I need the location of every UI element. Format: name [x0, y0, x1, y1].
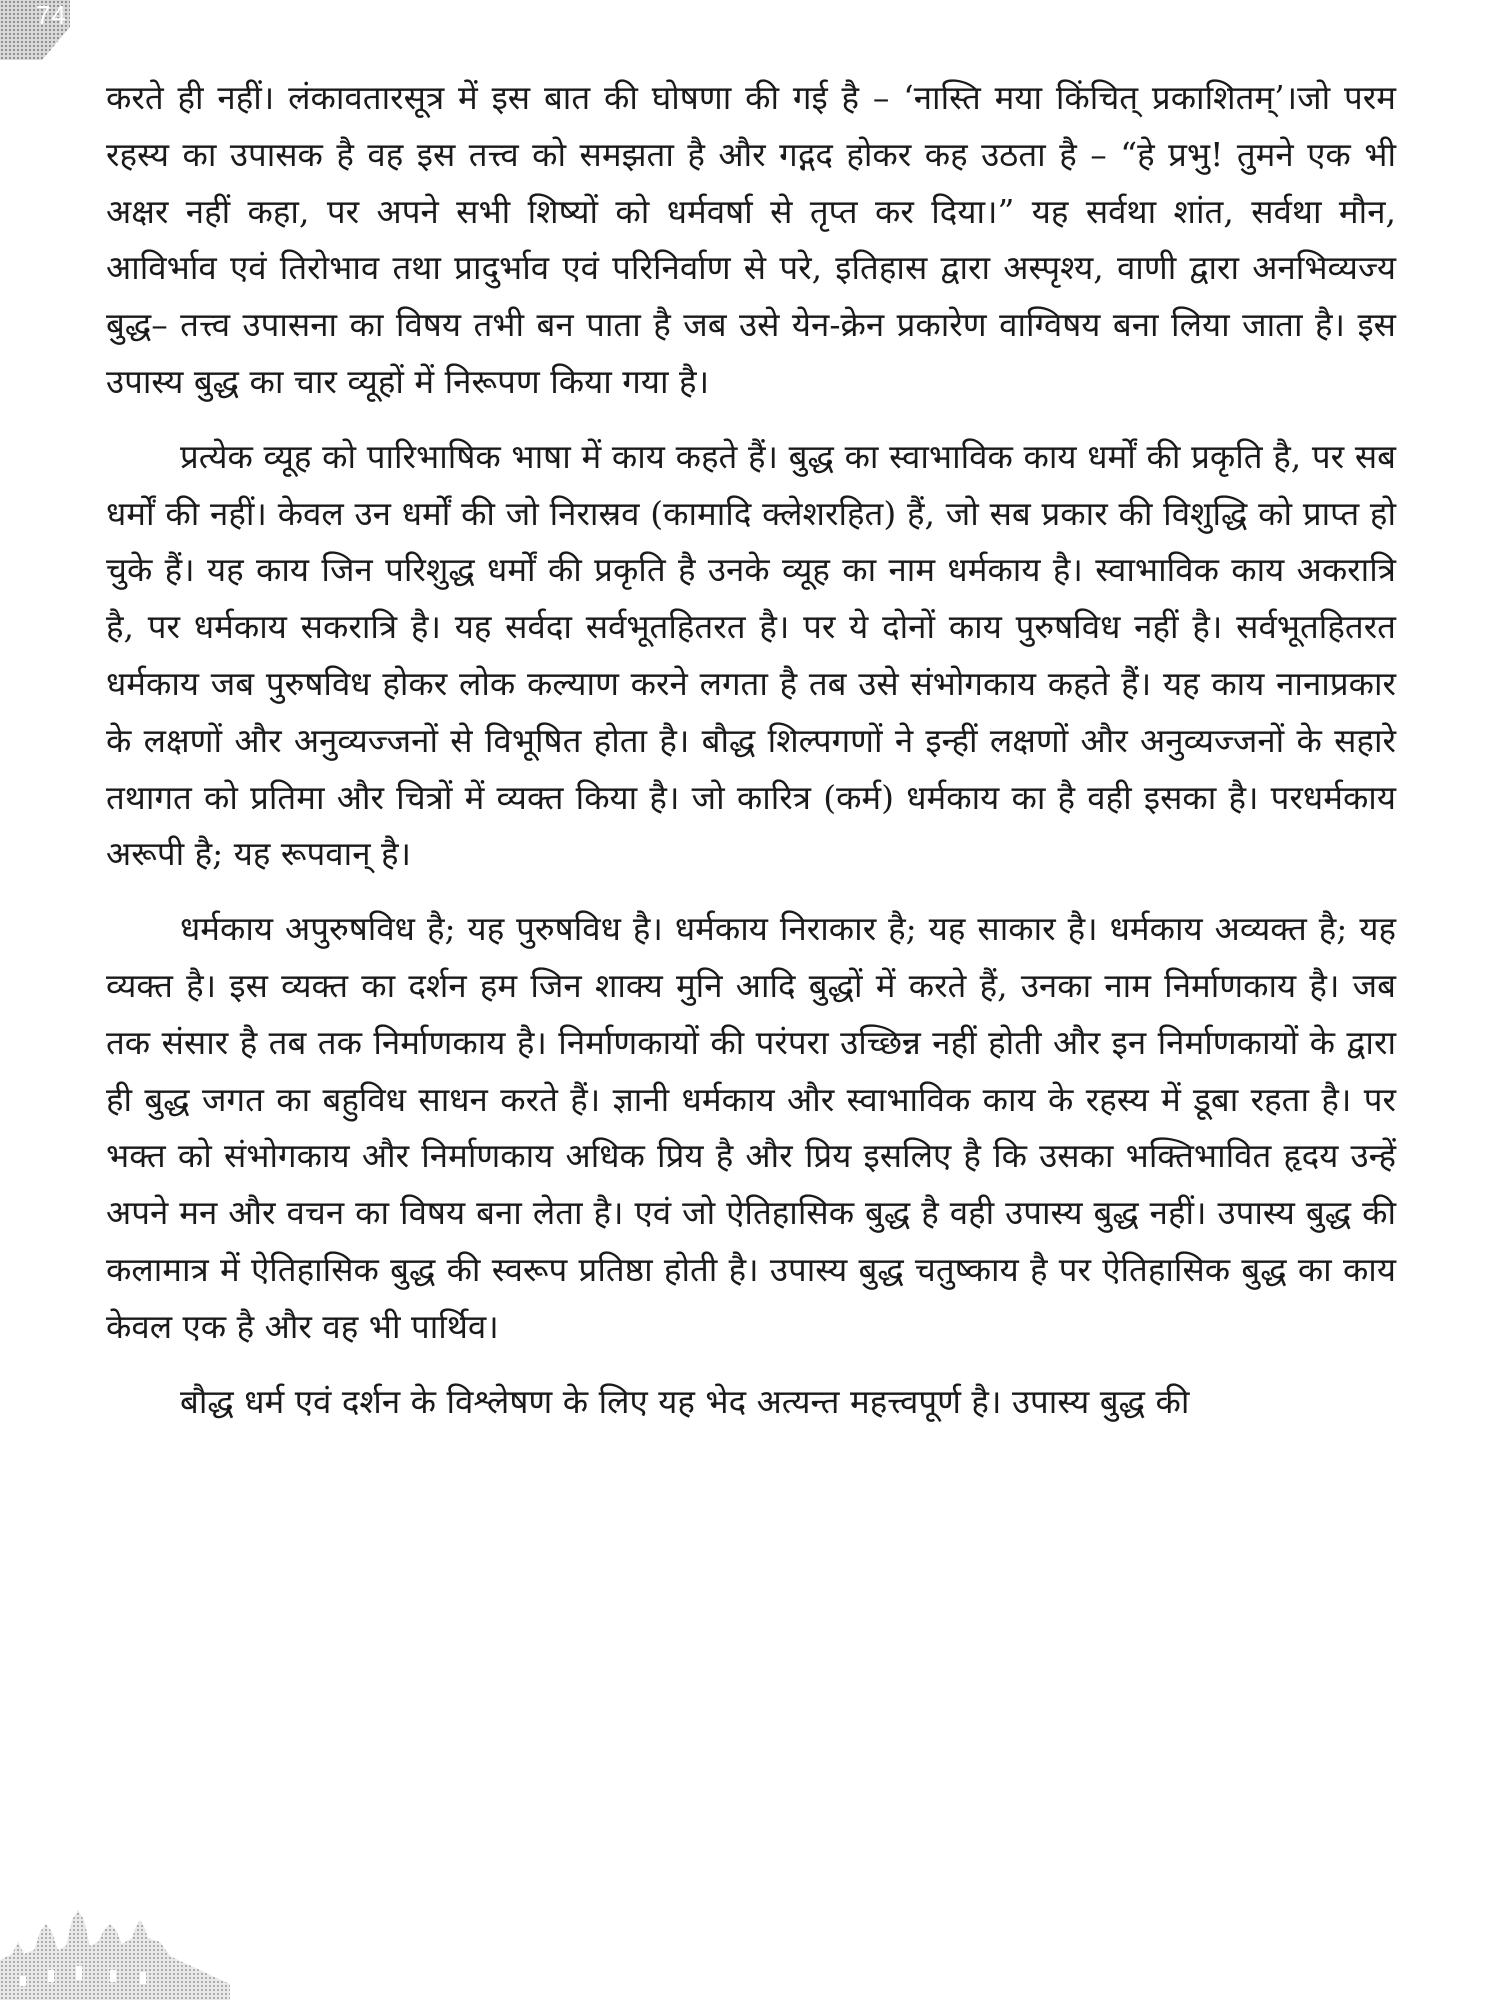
paragraph-2: प्रत्येक व्यूह को पारिभाषिक भाषा में काय कहते हैं। बुद्ध का स्वाभाविक काय धर्मों की प्रकृति है, पर सब धर्मों की नहीं। केवल उन धर्मों की जो निरास्रव (कामादि क्लेशरहित) हैं, जो सब प्रकार की विशुद्धि को प्राप्त हो चुके हैं। यह काय जिन परिशुद्ध धर्मों की प्रकृति है उनके व्यूह का नाम धर्मकाय है। स्वाभाविक काय अकरात्रि है, पर धर्मकाय सकरात्रि है। यह सर्वदा सर्वभूतहितरत है। पर ये दोनों काय पुरुषविध नहीं है। सर्वभूतहितरत धर्मकाय जब पुरुषविध होकर लोक कल्याण करने लगता है तब उसे संभोगकाय कहते हैं। यह काय नानाप्रकार के लक्षणों और अनुव्यज्जनों से विभूषित होता है। बौद्ध शिल्पगणों ने इन्हीं लक्षणों और अनुव्यज्जनों के सहारे तथागत को प्रतिमा और चित्रों में व्यक्त किया है। जो कारित्र (कर्म) धर्मकाय का है वही इसका है। परधर्मकाय अरूपी है; यह रूपवान् है।: [106, 436, 1396, 874]
paragraph-1: करते ही नहीं। लंकावतारसूत्र में इस बात की घोषणा की गई है – ‘नास्ति मया किंचित् प्रकाशितम्’।जो परम रहस्य का उपासक है वह इस तत्त्व को समझता है और गद्गद होकर कह उठता है – “हे प्रभु! तुमने एक भी अक्षर नहीं कहा, पर अपने सभी शिष्यों को धर्मवर्षा से तृप्त कर दिया।” यह सर्वथा शांत, सर्वथा मौन, आविर्भाव एवं तिरोभाव तथा प्रादुर्भाव एवं परिनिर्वाण से परे, इतिहास द्वारा अस्पृश्य, वाणी द्वारा अनभिव्यज्य बुद्ध– तत्त्व उपासना का विषय तभी बन पाता है जब उसे येन-क्रेन प्रकारेण वाग्विषय बना लिया जाता है। इस उपास्य बुद्ध का चार व्यूहों में निरूपण किया गया है।: [106, 78, 1396, 401]
skyline-ornament: [0, 1880, 230, 2000]
paragraph-3: धर्मकाय अपुरुषविध है; यह पुरुषविध है। धर्मकाय निराकार है; यह साकार है। धर्मकाय अव्यक्त है; यह व्यक्त है। इस व्यक्त का दर्शन हम जिन शाक्य मुनि आदि बुद्धों में करते हैं, उनका नाम निर्माणकाय है। जब तक संसार है तब तक निर्माणकाय है। निर्माणकायों की परंपरा उच्छिन्न नहीं होती और इन निर्माणकायों के द्वारा ही बुद्ध जगत का बहुविध साधन करते हैं। ज्ञानी धर्मकाय और स्वाभाविक काय के रहस्य में डूबा रहता है। पर भक्त को संभोगकाय और निर्माणकाय अधिक प्रिय है और प्रिय इसलिए है कि उसका भक्तिभावित हृदय उन्हें अपने मन और वचन का विषय बना लेता है। एवं जो ऐतिहासिक बुद्ध है वही उपास्य बुद्ध नहीं। उपास्य बुद्ध की कलामात्र में ऐतिहासिक बुद्ध की स्वरूप प्रतिष्ठा होती है। उपास्य बुद्ध चतुष्काय है पर ऐतिहासिक बुद्ध का काय केवल एक है और वह भी पार्थिव।: [106, 909, 1396, 1346]
skyline-shape: [0, 1910, 230, 2000]
text-body: [106, 70, 1396, 1448]
page-number: 74: [36, 0, 67, 30]
paragraph-4: बौद्ध धर्म एवं दर्शन के विश्लेषण के लिए यह भेद अत्यन्त महत्त्वपूर्ण है। उपास्य बुद्ध की: [180, 1381, 1190, 1421]
